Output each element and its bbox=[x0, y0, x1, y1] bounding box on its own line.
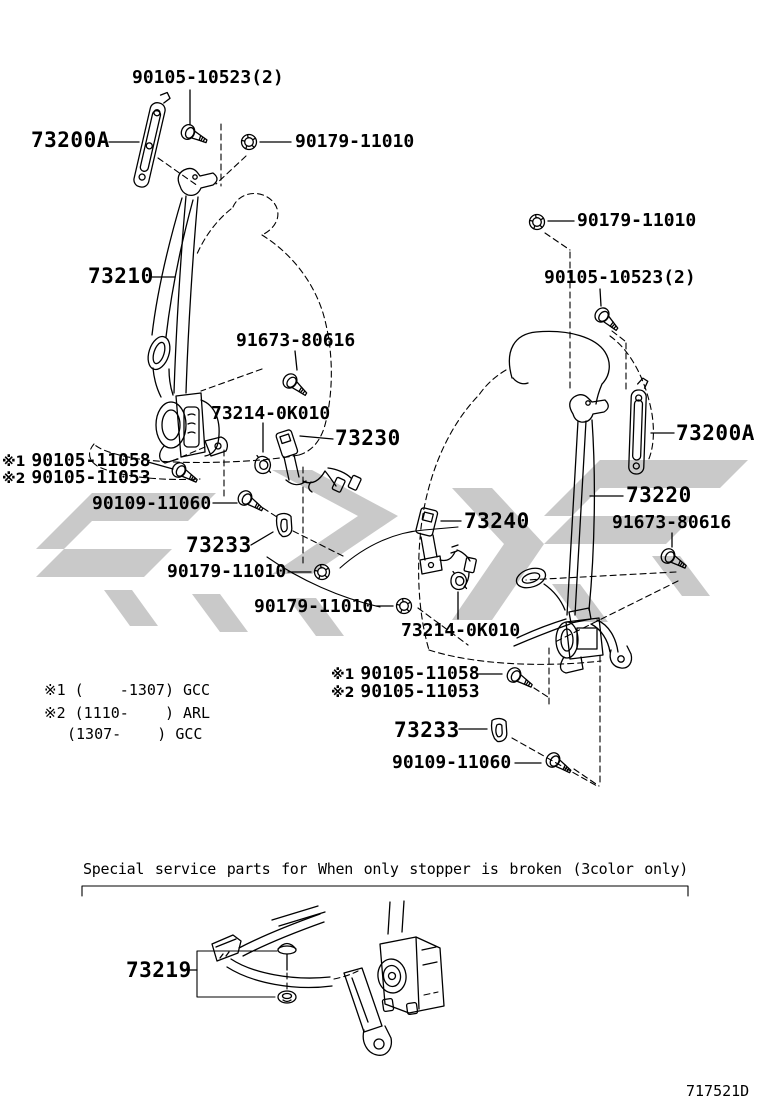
note-ref-1-icon: ※1 bbox=[2, 454, 26, 470]
part-label-90179-11010-topleft: 90179-11010 bbox=[295, 131, 415, 152]
special-section-title: Special service parts for When only stopper is broken (3color only) bbox=[83, 860, 688, 878]
part-label-73240: 73240 bbox=[464, 509, 530, 533]
part-label-90105-10523-right: 90105-10523(2) bbox=[544, 267, 696, 288]
part-label-73210: 73210 bbox=[88, 264, 154, 288]
part-label-90179-11010-topright: 90179-11010 bbox=[577, 210, 697, 231]
part-label-73233-right: 73233 bbox=[394, 718, 460, 742]
part-number: 90105-11058 bbox=[360, 663, 480, 684]
part-label-73214-0k010-left: 73214-0K010 bbox=[211, 403, 331, 424]
part-number: 90105-11053 bbox=[31, 467, 151, 488]
part-label-90179-11010-midleft: 90179-11010 bbox=[167, 561, 287, 582]
note-ref-2-icon: ※2 bbox=[331, 685, 355, 701]
part-label-73200a-left: 73200A bbox=[31, 128, 110, 152]
left-seatbelt-assembly bbox=[90, 90, 458, 614]
part-label-73200a-right: 73200A bbox=[676, 421, 755, 445]
figure-code: 717521D bbox=[686, 1082, 750, 1100]
applicability-note-2: ※2 (1110- ) ARL bbox=[44, 704, 211, 722]
applicability-note-3: (1307- ) GCC bbox=[67, 725, 203, 743]
part-label-73214-0k010-right: 73214-0K010 bbox=[401, 620, 521, 641]
part-label-90105-10523-left: 90105-10523(2) bbox=[132, 67, 284, 88]
note-ref-2-icon: ※2 bbox=[2, 471, 26, 487]
part-label-91673-80616-right: 91673-80616 bbox=[612, 512, 732, 533]
part-label-73220: 73220 bbox=[626, 483, 692, 507]
part-label-90105-11053-left bbox=[2, 468, 151, 488]
part-label-90179-11010-midcenter: 90179-11010 bbox=[254, 596, 374, 617]
note-ref-1-icon: ※1 bbox=[331, 667, 355, 683]
part-label-90105-11053-right bbox=[331, 682, 480, 702]
part-label-90109-11060-left: 90109-11060 bbox=[92, 493, 212, 514]
part-number: 90105-11058 bbox=[31, 450, 151, 471]
applicability-note-1: ※1 ( -1307) GCC bbox=[44, 681, 211, 699]
part-label-73219: 73219 bbox=[126, 958, 192, 982]
part-label-73233-left: 73233 bbox=[186, 533, 252, 557]
part-label-91673-80616-left: 91673-80616 bbox=[236, 330, 356, 351]
part-label-73230: 73230 bbox=[335, 426, 401, 450]
part-label-90109-11060-right: 90109-11060 bbox=[392, 752, 512, 773]
part-number: 90105-11053 bbox=[360, 681, 480, 702]
